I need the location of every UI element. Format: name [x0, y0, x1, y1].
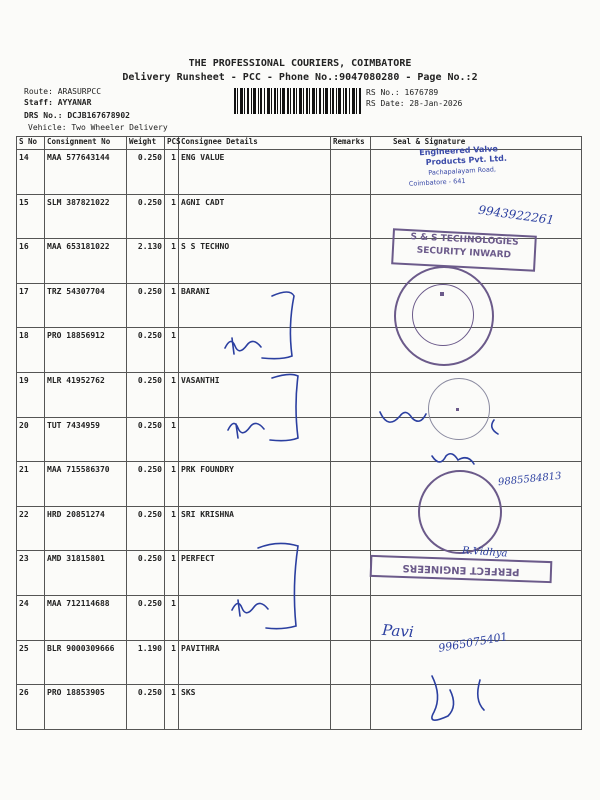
row-pcs: 1 [165, 194, 179, 239]
bracket-row17-18 [262, 292, 294, 359]
row-consignee: SKS [179, 685, 331, 730]
row-consignment-no: HRD 20851274 [45, 506, 127, 551]
row-consignment-no: MAA 653181022 [45, 239, 127, 284]
row-sno: 22 [17, 506, 45, 551]
row-consignment-no: BLR 9000309666 [45, 640, 127, 685]
row-consignment-no: PRO 18853905 [45, 685, 127, 730]
row-consignment-no: SLM 387821022 [45, 194, 127, 239]
seal-line: Pachapalayam Road, [428, 165, 497, 177]
row-consignee: ENG VALUE [179, 150, 331, 195]
row-consignee: BARANI [179, 283, 331, 328]
bracket-row23-24 [258, 543, 298, 628]
seal-line: Coimbatore - 641 [408, 176, 466, 188]
row-sno: 16 [17, 239, 45, 284]
runsheet-subtitle: Delivery Runsheet - PCC - Phone No.:9047080280 - Page No.:2 [122, 72, 478, 83]
row-weight: 0.250 [127, 462, 165, 507]
seal-star [440, 292, 444, 296]
row-weight: 0.250 [127, 595, 165, 640]
row-consignee: VASANTHI [179, 372, 331, 417]
handwritten-phone: 9943922261 [477, 202, 555, 228]
row-sno: 26 [17, 685, 45, 730]
rs-date: RS Date: 28-Jan-2026 [366, 99, 463, 108]
col-seal-signature: Seal & Signature [371, 137, 582, 150]
row-consignee: PERFECT [179, 551, 331, 596]
seal-line: Engineered Valve [419, 144, 498, 158]
col-pcs: PCS [165, 137, 179, 150]
vehicle-label: Vehicle: Two Wheeler Delivery [28, 123, 168, 132]
route-label: Route: ARASURPCC [24, 87, 102, 96]
row-consignee: SRI KRISHNA [179, 506, 331, 551]
row-sno: 15 [17, 194, 45, 239]
row-consignment-no: MAA 712114688 [45, 595, 127, 640]
company-title: THE PROFESSIONAL COURIERS, COIMBATORE [188, 58, 412, 69]
col-consignment: Consignment No [45, 137, 127, 150]
handwritten-phone: 9965075401 [437, 630, 509, 655]
row-weight: 0.250 [127, 417, 165, 462]
signature-row24 [232, 600, 268, 616]
row-sno: 20 [17, 417, 45, 462]
row-weight: 0.250 [127, 506, 165, 551]
row-pcs: 1 [165, 417, 179, 462]
row-consignment-no: AMD 31815801 [45, 551, 127, 596]
row-sno: 14 [17, 150, 45, 195]
row-weight: 1.190 [127, 640, 165, 685]
row-sno: 17 [17, 283, 45, 328]
row-sno: 23 [17, 551, 45, 596]
col-remarks: Remarks [331, 137, 371, 150]
signature-row21 [432, 454, 474, 464]
col-consignee: Consignee Details [179, 137, 331, 150]
row-sno: 21 [17, 462, 45, 507]
row-weight: 2.130 [127, 239, 165, 284]
row-sno: 19 [17, 372, 45, 417]
row-consignee: AGNI CADT [179, 194, 331, 239]
row-pcs: 1 [165, 595, 179, 640]
signature-row20 [228, 423, 264, 438]
row-pcs: 1 [165, 150, 179, 195]
row-pcs: 1 [165, 283, 179, 328]
row-pcs: 1 [165, 506, 179, 551]
stamp-line: S & S TECHNOLOGIES [410, 232, 519, 248]
row-consignment-no: TRZ 54307704 [45, 283, 127, 328]
handwritten-phone: 9885584813 [497, 470, 563, 489]
row-consignment-no: MLR 41952762 [45, 372, 127, 417]
row-sno: 25 [17, 640, 45, 685]
handwritten-name: R.Vidhya [461, 545, 508, 560]
row-sno: 24 [17, 595, 45, 640]
seal-star [456, 408, 459, 411]
row-consignee: PRK FOUNDRY [179, 462, 331, 507]
row-weight: 0.250 [127, 685, 165, 730]
row-pcs: 1 [165, 685, 179, 730]
row-weight: 0.250 [127, 283, 165, 328]
signature-row18 [225, 338, 261, 354]
handwritten-name: Pavi [381, 620, 415, 642]
signature-row20-right [380, 412, 498, 434]
row-weight: 0.250 [127, 372, 165, 417]
bracket-row19-20 [270, 374, 298, 440]
seal-line: Products Pvt. Ltd. [425, 153, 508, 167]
row-weight: 0.250 [127, 551, 165, 596]
row-consignee: PAVITHRA [179, 640, 331, 685]
row-pcs: 1 [165, 462, 179, 507]
row-weight: 0.250 [127, 194, 165, 239]
row-pcs: 1 [165, 239, 179, 284]
row-consignment-no: MAA 577643144 [45, 150, 127, 195]
drs-number: DRS No.: DCJB167678902 [24, 111, 130, 120]
staff-label: Staff: AYYANAR [24, 98, 92, 107]
row-pcs: 1 [165, 372, 179, 417]
row-pcs: 1 [165, 328, 179, 373]
row-pcs: 1 [165, 640, 179, 685]
perfect-engineers-stamp: PERFECT ENGINEERS [370, 555, 553, 583]
row-consignment-no: TUT 7434959 [45, 417, 127, 462]
row-weight: 0.250 [127, 328, 165, 373]
col-sno: S No [17, 137, 45, 150]
col-weight: Weight [127, 137, 165, 150]
stamp-line: SECURITY INWARD [416, 245, 512, 261]
row-weight: 0.250 [127, 150, 165, 195]
row-consignment-no: MAA 715586370 [45, 462, 127, 507]
signature-row26 [432, 676, 484, 720]
row-pcs: 1 [165, 551, 179, 596]
row-consignment-no: PRO 18856912 [45, 328, 127, 373]
rs-number: RS No.: 1676789 [366, 88, 439, 97]
row-sno: 18 [17, 328, 45, 373]
row-consignee: S S TECHNO [179, 239, 331, 284]
